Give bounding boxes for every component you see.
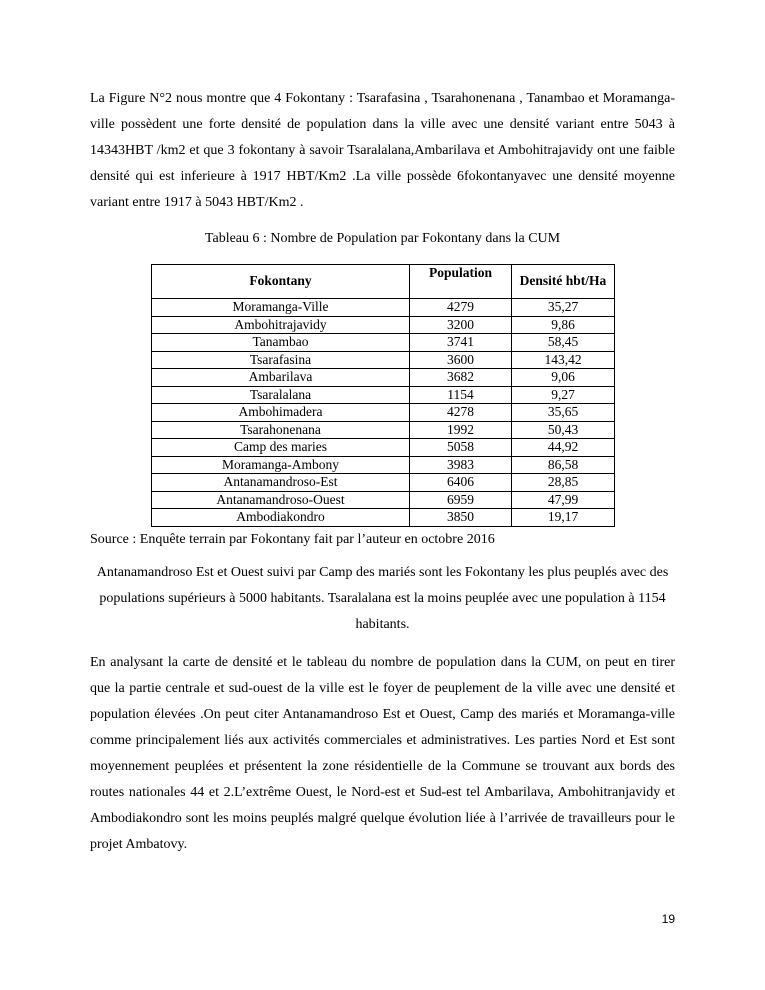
cell-density: 9,06 — [512, 369, 615, 387]
table-row — [152, 421, 615, 439]
cell-fokontany: Tsarahonenana — [152, 421, 410, 439]
table-row — [152, 456, 615, 474]
table-row — [152, 386, 615, 404]
table-row — [152, 316, 615, 334]
table-row — [152, 369, 615, 387]
cell-population: 3983 — [410, 456, 512, 474]
cell-population: 3850 — [410, 509, 512, 527]
table-source: Source : Enquête terrain par Fokontany fait par l’auteur en octobre 2016 — [90, 532, 495, 547]
cell-density: 9,27 — [512, 386, 615, 404]
summary-paragraph: Antanamandroso Est et Ouest suivi par Camp des mariés sont les Fokontany les plus peuplés avec des populations supérieurs à 5000 habitants. Tsaralalana est la moins peuplée avec une population à 1154 habitants. — [96, 565, 669, 632]
cell-fokontany: Antanamandroso-Ouest — [152, 491, 410, 509]
table-body — [152, 299, 615, 527]
cell-population: 5058 — [410, 439, 512, 457]
analysis-paragraph: En analysant la carte de densité et le tableau du nombre de population dans la CUM, on peut en tirer que la partie centrale et sud-ouest de la ville est le foyer de peuplement de la ville avec une densité et population élevées .On peut citer Antanamandroso Est et Ouest, Camp des mariés et Moramanga-ville comme principalement liés aux activités commerciales et administratives. Les parties Nord et Est sont moyennement peuplées et présentent la zone résidentielle de la Commune se trouvant aux bords des routes nationales 44 et 2.L’extrême Ouest, le Nord-est et Sud-est tel Ambarilava, Ambohitranjavidy et Ambodiakondro sont les moins peuplés malgré quelque évolution liée à l’arrivée de travailleurs pour le projet Ambatovy. — [90, 655, 675, 852]
cell-population: 3741 — [410, 334, 512, 352]
cell-density: 19,17 — [512, 509, 615, 527]
cell-density: 9,86 — [512, 316, 615, 334]
population-table — [151, 264, 615, 527]
cell-density: 35,27 — [512, 299, 615, 317]
cell-fokontany: Tsaralalana — [152, 386, 410, 404]
cell-population: 4279 — [410, 299, 512, 317]
cell-population: 4278 — [410, 404, 512, 422]
cell-fokontany: Ambohimadera — [152, 404, 410, 422]
table-caption: Tableau 6 : Nombre de Population par Fokontany dans la CUM — [204, 231, 561, 246]
cell-fokontany: Moramanga-Ville — [152, 299, 410, 317]
cell-population: 3200 — [410, 316, 512, 334]
cell-density: 50,43 — [512, 421, 615, 439]
table-row — [152, 404, 615, 422]
cell-fokontany: Ambohitrajavidy — [152, 316, 410, 334]
cell-density: 86,58 — [512, 456, 615, 474]
cell-fokontany: Tanambao — [152, 334, 410, 352]
header-population: Population — [410, 265, 512, 299]
table-row — [152, 491, 615, 509]
cell-fokontany: Camp des maries — [152, 439, 410, 457]
cell-density: 28,85 — [512, 474, 615, 492]
intro-paragraph: La Figure N°2 nous montre que 4 Fokontany : Tsarafasina , Tsarahonenana , Tanambao et Moramanga-ville possèdent une forte densité de population dans la ville avec une densité variant entre 5043 à 14343HBT /km2 et que 3 fokontany à savoir Tsaralalana,Ambarilava et Ambohitrajavidy ont une faible densité qui est inferieure à 1917 HBT/Km2 .La ville possède 6fokontanyavec une densité moyenne variant entre 1917 à 5043 HBT/Km2 . — [90, 91, 675, 210]
cell-population: 3600 — [410, 351, 512, 369]
cell-population: 3682 — [410, 369, 512, 387]
cell-population: 1992 — [410, 421, 512, 439]
table-row — [152, 509, 615, 527]
cell-fokontany: Tsarafasina — [152, 351, 410, 369]
table-row — [152, 334, 615, 352]
cell-fokontany: Ambodiakondro — [152, 509, 410, 527]
header-fokontany: Fokontany — [152, 265, 410, 299]
header-density: Densité hbt/Ha — [512, 265, 615, 299]
cell-population: 1154 — [410, 386, 512, 404]
cell-density: 47,99 — [512, 491, 615, 509]
cell-fokontany: Moramanga-Ambony — [152, 456, 410, 474]
cell-density: 58,45 — [512, 334, 615, 352]
cell-population: 6406 — [410, 474, 512, 492]
cell-fokontany: Ambarilava — [152, 369, 410, 387]
table-header-row — [152, 265, 615, 299]
table-row — [152, 299, 615, 317]
cell-population: 6959 — [410, 491, 512, 509]
table-row — [152, 474, 615, 492]
page-number: 19 — [661, 912, 675, 926]
cell-fokontany: Antanamandroso-Est — [152, 474, 410, 492]
cell-density: 44,92 — [512, 439, 615, 457]
table-row — [152, 439, 615, 457]
cell-density: 143,42 — [512, 351, 615, 369]
cell-density: 35,65 — [512, 404, 615, 422]
table-row — [152, 351, 615, 369]
